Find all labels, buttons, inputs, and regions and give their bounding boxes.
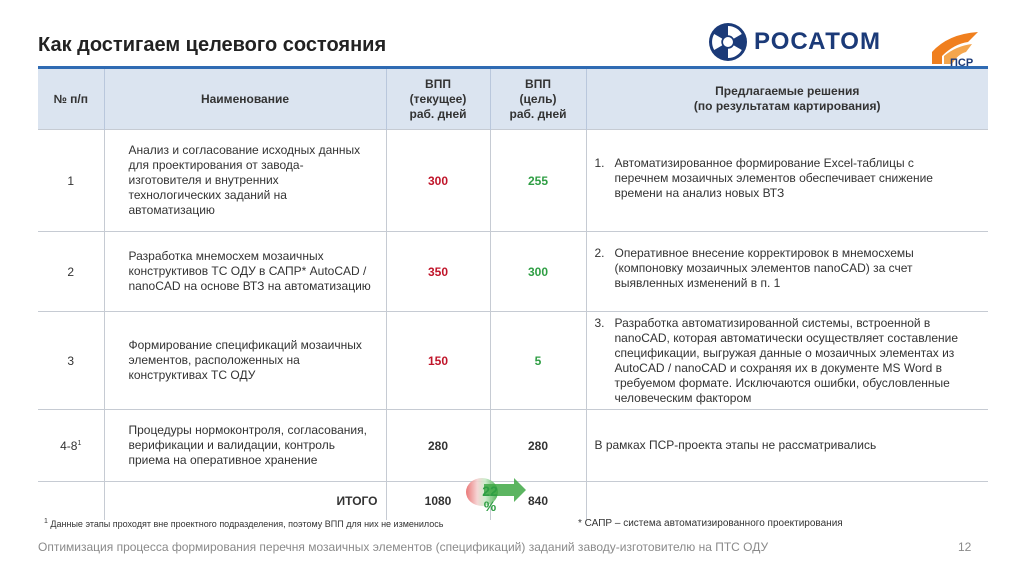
row-name: Формирование спецификаций мозаичных элементов, расположенных на конструктивах ТС ОДУ	[104, 312, 386, 410]
footnote-sapr: * САПР – система автоматизированного проектирования	[578, 518, 843, 529]
row-num: $4-8^1$	[38, 410, 104, 482]
row-vpp-current: 150	[386, 312, 490, 410]
footnote-stages: $^1$ Данные этапы проходят вне проектного подразделения, поэтому ВПП для них не изменилось	[44, 518, 444, 529]
header-name: Наименование	[104, 68, 386, 130]
row-vpp-current: 300	[386, 130, 490, 232]
row-num: 1	[38, 130, 104, 232]
psr-logo-text: ПСР	[950, 57, 974, 68]
row-solution: В рамках ПСР-проекта этапы не рассматривались	[586, 410, 988, 482]
table-header-row	[38, 68, 988, 130]
header-vpp-goal: ВПП (цель) раб. дней	[490, 68, 586, 130]
table-row	[38, 410, 988, 482]
table-row	[38, 232, 988, 312]
brand-name: РОСАТОМ	[754, 28, 881, 55]
header-solutions: Предлагаемые решения (по результатам картирования)	[586, 68, 988, 130]
page-number: 12	[958, 540, 972, 554]
psr-logo	[928, 28, 984, 68]
table-row	[38, 312, 988, 410]
row-vpp-goal: 300	[490, 232, 586, 312]
row-num: 3	[38, 312, 104, 410]
row-vpp-goal: 280	[490, 410, 586, 482]
total-vpp-goal: 840	[490, 482, 586, 520]
stages-table	[38, 66, 988, 520]
row-vpp-current: 350	[386, 232, 490, 312]
row-name: Процедуры нормоконтроля, согласования, верификации и валидации, контроль приема на оперативное хранение	[104, 410, 386, 482]
row-num: 2	[38, 232, 104, 312]
row-name: Разработка мнемосхем мозаичных конструктивов ТС ОДУ в САПР* AutoCAD / nanoCAD на основе ВТЗ на автоматизацию	[104, 232, 386, 312]
row-vpp-goal: 255	[490, 130, 586, 232]
total-vpp-current: 1080	[386, 482, 490, 520]
rosatom-emblem-icon	[708, 22, 748, 62]
row-solution: 3. Разработка автоматизированной системы, встроенной в nanoCAD, которая автоматически осуществляет составление спецификации, выгружая данные о мозаичных элементах из AutoCAD / nanoCAD и сохраняя их в документе MS Word в требуемом формате. Исключаются ошибки, обусловленные человеческим фактором	[586, 312, 988, 410]
row-solution: 1. Автоматизированное формирование Excel-таблицы с перечнем мозаичных элементов обеспечивает снижение времени на анализ новых ВТЗ	[586, 130, 988, 232]
header-num: № п/п	[38, 68, 104, 130]
rosatom-logo	[708, 22, 881, 62]
row-vpp-goal: 5	[490, 312, 586, 410]
slide-footer: Оптимизация процесса формирования перечня мозаичных элементов (спецификаций) заданий заводу-изготовителю на ПТС ОДУ	[38, 540, 769, 554]
header-vpp-current: ВПП (текущее) раб. дней	[386, 68, 490, 130]
table-row	[38, 130, 988, 232]
row-vpp-current: 280	[386, 410, 490, 482]
reduction-badge: 22 %	[482, 483, 498, 514]
row-solution: 2. Оперативное внесение корректировок в мнемосхемы (компоновку мозаичных элементов nanoCAD) за счет выявленных изменений в п. 1	[586, 232, 988, 312]
slide-title: Как достигаем целевого состояния	[38, 34, 387, 56]
row-name: Анализ и согласование исходных данных для проектирования от завода-изготовителя и внутренних технологических заданий на автоматизацию	[104, 130, 386, 232]
total-label: ИТОГО	[104, 482, 386, 520]
